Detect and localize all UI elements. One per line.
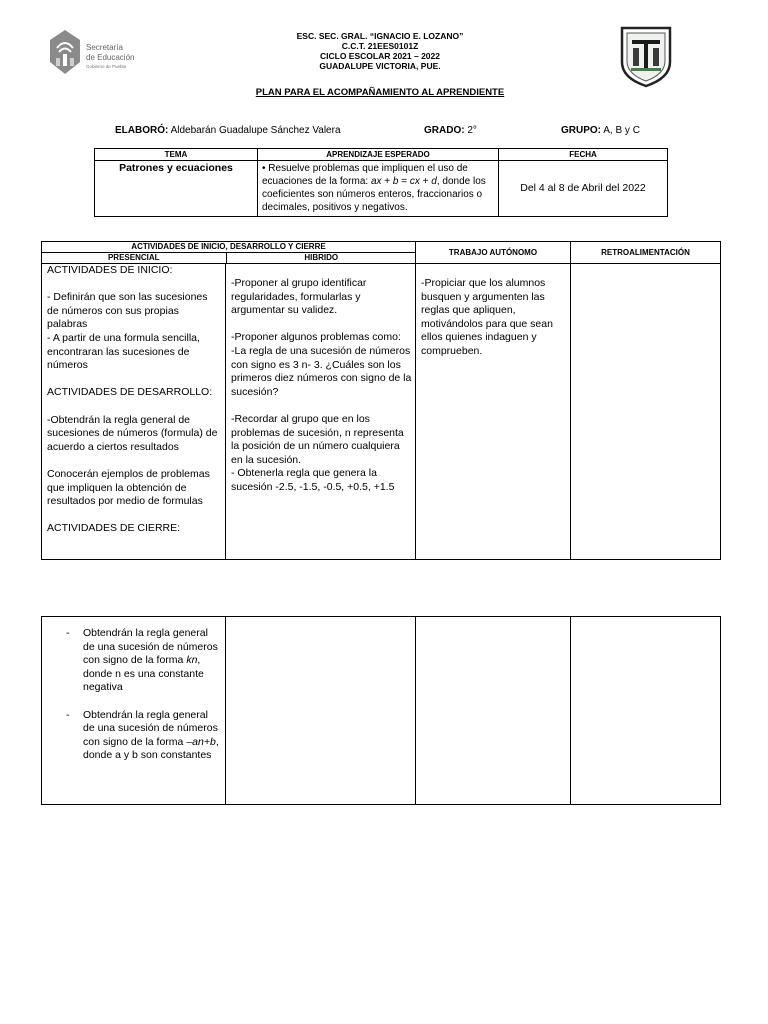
school-seal [618, 24, 674, 88]
activities-table [41, 241, 721, 560]
elaboro-label: ELABORÓ: [115, 125, 169, 136]
school-name: ESC. SEC. GRAL. “IGNACIO E. LOZANO” [296, 31, 464, 41]
activities-main-header: ACTIVIDADES DE INICIO, DESARROLLO Y CIERRE [42, 242, 415, 253]
activities-body-row [42, 264, 721, 560]
school-header [230, 31, 530, 71]
shield-icon [618, 24, 674, 88]
aprendizaje-text-end: , donde los coeficientes son números enteros, fraccionarios o decimales, positivos y negativos. [262, 176, 486, 213]
eq-b: b [392, 176, 399, 187]
autonomo-cell-2 [416, 617, 571, 805]
tema-header-row [95, 149, 668, 161]
eq-ax: ax [370, 176, 382, 187]
eq-cx: cx [409, 176, 420, 187]
inicio-item-1: - Definirán que son las sucesiones de números con sus propias palabras [47, 291, 208, 331]
elaboro-value: Aldebarán Guadalupe Sánchez Valera [170, 125, 341, 136]
school-ciclo: CICLO ESCOLAR 2021 – 2022 [320, 51, 440, 61]
tema-table [94, 148, 668, 217]
hibrido-header: HIBRIDO [304, 253, 339, 262]
eq-plus-2: + [419, 176, 432, 187]
cierre-item-2-text: Obtendrán la regla general de una sucesión de números con signo de la forma [83, 708, 218, 748]
autonomo-item-1: -Propiciar que los alumnos busquen y argumenten las reglas que apliquen, motivándolos para que sean ellos quienes indaguen y comprueben. [421, 277, 553, 357]
hibrido-cell-2 [226, 617, 416, 805]
logo-text-1: Secretaría [86, 43, 123, 52]
eq-equals: = [398, 176, 410, 187]
aprendizaje-text: • Resuelve problemas que impliquen el uso de ecuaciones de la forma: [262, 163, 468, 187]
desarrollo-title: ACTIVIDADES DE DESARROLLO: [47, 386, 213, 399]
hibrido-item-4: -Recordar al grupo que en los problemas de sucesión, n representa la posición de un número cualquiera en la sucesión. [231, 412, 404, 466]
fecha-cell: Del 4 al 8 de Abril del 2022 [499, 161, 668, 217]
retro-cell [571, 264, 721, 560]
grado-label: GRADO: [424, 125, 465, 136]
presencial-cell [42, 264, 226, 560]
aprendizaje-cell [258, 161, 499, 217]
inicio-title: ACTIVIDADES DE INICIO: [47, 264, 173, 276]
meta-grado [424, 125, 477, 136]
cierre-title: ACTIVIDADES DE CIERRE: [47, 522, 181, 535]
school-city: GUADALUPE VICTORIA, PUE. [319, 61, 441, 71]
school-cct: C.C.T. 21EES0101Z [341, 41, 419, 51]
logo-text-2: de Educación [86, 53, 135, 62]
meta-grupo [561, 125, 640, 136]
tema-row [95, 161, 668, 217]
eq-plus-1: + [381, 176, 393, 187]
hibrido-item-3: -La regla de una sucesión de números con signo es 3 n- 3. ¿Cuáles son los primeros diez números con signo de la sucesión? [231, 344, 412, 398]
cierre-item-2-formula: –an+b [186, 735, 216, 748]
autonomo-cell [416, 264, 571, 560]
hibrido-item-5: - Obtenerla regla que genera la sucesión -2.5, -1.5, -0.5, +0.5, +1.5 [231, 467, 395, 493]
page-title: PLAN PARA EL ACOMPAÑAMIENTO AL APRENDIENTE [255, 87, 505, 98]
cierre-row [42, 617, 721, 805]
desarrollo-item-2: Conocerán ejemplos de problemas que impliquen la obtención de resultados por medio de formulas [47, 467, 210, 508]
hibrido-item-1: -Proponer al grupo identificar regularidades, formularlas y argumentar su validez. [231, 277, 367, 317]
grupo-label: GRUPO: [561, 125, 601, 136]
meta-elaboro [115, 125, 341, 136]
grupo-value: A, B y C [603, 125, 640, 136]
eq-d: d [431, 176, 437, 187]
secretaria-emblem-icon [48, 28, 82, 76]
grado-value: 2° [467, 125, 477, 136]
cierre-item-1-tail: , donde n es una constante negativa [83, 654, 204, 694]
cierre-item-1-formula: kn [186, 654, 198, 667]
tema-header: TEMA [95, 149, 258, 161]
activities-header-row [42, 242, 721, 264]
hibrido-item-2: -Proponer algunos problemas como: [231, 331, 401, 344]
cierre-cell [42, 617, 226, 805]
activities-table-continued [41, 616, 721, 805]
cierre-item-2-tail: , donde a y b son constantes [83, 735, 219, 762]
desarrollo-item-1: -Obtendrán la regla general de sucesiones de números (formula) de acuerdo a ciertos resultados [47, 413, 218, 453]
tema-cell: Patrones y ecuaciones [95, 161, 258, 217]
presencial-header: PRESENCIAL [42, 253, 226, 263]
inicio-item-2: - A partir de una formula sencilla, encontraran las sucesiones de números [47, 331, 200, 372]
fecha-header: FECHA [499, 149, 668, 161]
secretaria-educacion-logo [48, 28, 158, 84]
cierre-list [47, 627, 222, 763]
aprendizaje-header: APRENDIZAJE ESPERADO [258, 149, 499, 161]
logo-text-3: Gobierno de Puebla [86, 64, 127, 69]
retro-header: RETROALIMENTACIÓN [571, 242, 721, 264]
cierre-item-1-text: Obtendrán la regla general de una sucesión de números con signo de la forma [83, 627, 218, 667]
retro-cell-2 [571, 617, 721, 805]
activities-subheader [42, 253, 416, 263]
autonomo-header: TRABAJO AUTÓNOMO [416, 242, 571, 264]
activities-header-group [42, 242, 416, 264]
cierre-item-2: - Obtendrán la regla general de una sucesión de números con signo de la forma –an+b, donde a y b son constantes [66, 708, 219, 762]
hibrido-cell [226, 264, 416, 560]
cierre-item-1: - Obtendrán la regla general de una sucesión de números con signo de la forma kn, donde n es una constante negativa [66, 627, 218, 694]
